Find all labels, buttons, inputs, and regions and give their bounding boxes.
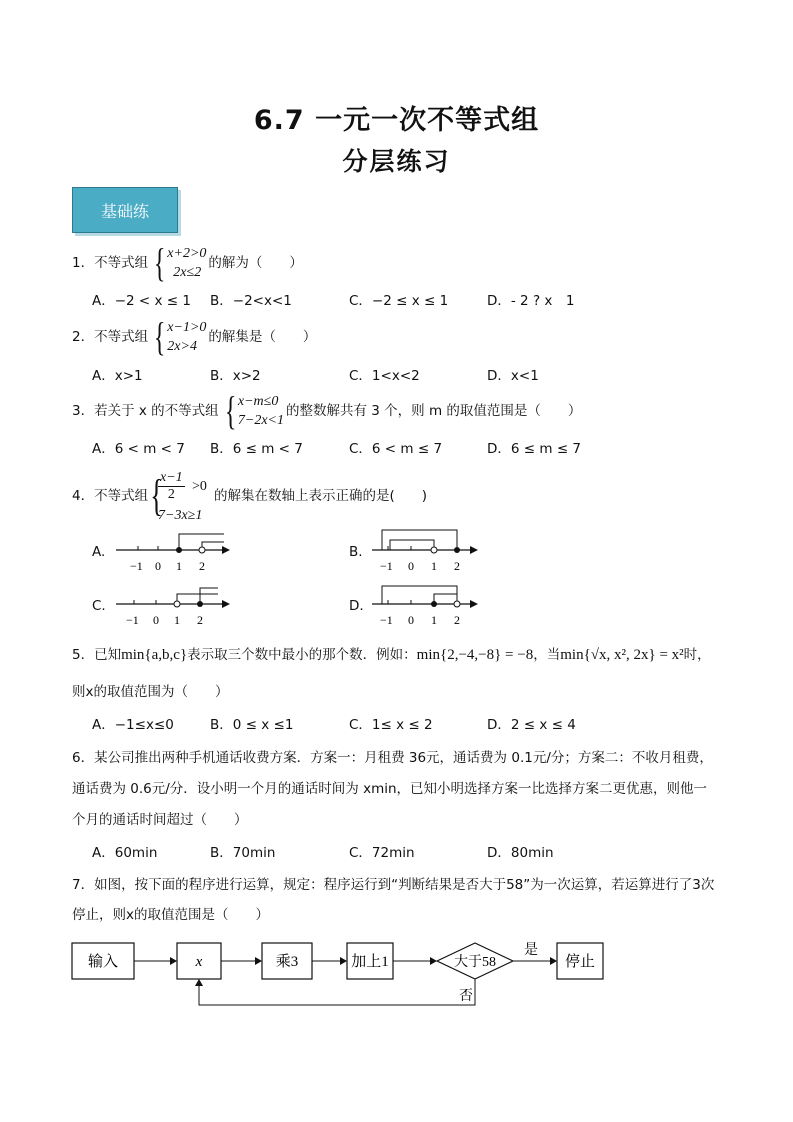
q4-numberline-c[interactable] [112,580,232,630]
tick-1: 1 [176,559,182,573]
q4-numberline-a[interactable] [112,526,232,576]
question-6-line-1: 6．某公司推出两种手机通话收费方案．方案一：月租费 36元，通话费为 0.1元/分；方案二：不收月租费， [72,750,713,766]
tick-1: 1 [431,613,437,627]
q5-option-b[interactable]: B．0 ≤ x ≤1 [210,717,294,733]
tick-neg1: −1 [130,559,143,573]
tick-2: 2 [454,613,460,627]
q3-suffix: 的整数解共有 3 个，则 m 的取值范围是（ ） [285,403,582,419]
q2-suffix: 的解集是（ ） [208,329,317,345]
q2-option-d[interactable]: D．x<1 [487,368,539,384]
q4-frac-den: 2 [167,487,175,502]
q4-frac-rel: >0 [192,479,207,494]
tick-1: 1 [431,559,437,573]
tick-neg1: −1 [380,559,393,573]
tick-1: 1 [174,613,180,627]
q4-option-a-label[interactable]: A. [92,544,106,560]
flow-no-label: 否 [459,989,473,1004]
tick-neg1: −1 [126,613,139,627]
q2-option-a[interactable]: A．x>1 [92,368,143,384]
q6-option-d[interactable]: D．80min [487,845,554,861]
flow-yes-label: 是 [524,943,538,958]
question-1 [72,240,303,285]
q6-option-b[interactable]: B．70min [210,845,276,861]
q3-system: { x−m≤0 7−2x<1 [224,388,284,433]
q1-option-c[interactable]: C．−2 ≤ x ≤ 1 [349,293,449,309]
q2-prefix: 2．不等式组 [72,329,149,345]
q5-text-a: 5．已知 [72,647,122,663]
q1-option-d[interactable]: D．- 2 ? x 1 [487,293,575,309]
q3-option-c[interactable]: C．6 < m ≤ 7 [349,441,443,457]
question-4 [72,470,428,526]
q4-numberline-d[interactable] [368,580,488,630]
tick-0: 0 [153,613,159,627]
flow-decision-label: 大于58 [454,955,496,970]
q1-eq1: x+2>0 [167,246,207,261]
q4-eq2: 7−3x≥1 [158,508,203,523]
q2-system: { x−1>0 2x>4 [153,314,207,359]
q3-eq1: x−m≤0 [237,394,279,409]
q6-option-a[interactable]: A．60min [92,845,158,861]
q5-text-b: 表示取三个数中最小的那个数．例如： [187,647,417,663]
q1-option-a[interactable]: A．−2 < x ≤ 1 [92,293,192,309]
tick-neg1: −1 [380,613,393,627]
question-7-line-2: 停止，则x的取值范围是（ ） [72,907,269,923]
q5-option-c[interactable]: C．1≤ x ≤ 2 [349,717,433,733]
q5-option-d[interactable]: D．2 ≤ x ≤ 4 [487,717,576,733]
q4-numberline-b[interactable] [368,526,488,576]
q4-option-d-label[interactable]: D. [349,598,364,614]
q1-suffix: 的解为（ ） [208,255,303,271]
q5-text-c: ，当 [533,647,561,663]
flow-add-label: 加上1 [351,954,389,970]
section-label: 基础练 [100,201,149,221]
q1-prefix: 1．不等式组 [72,255,149,271]
flow-mul-label: 乘3 [275,954,299,970]
q4-suffix: 的解集在数轴上表示正确的是( ) [214,488,428,504]
question-6-line-3: 个月的通话时间超过（ ） [72,812,248,828]
q4-frac-num: x−1 [160,470,183,485]
q2-option-c[interactable]: C．1<x<2 [349,368,420,384]
q4-prefix: 4．不等式组 [72,488,149,504]
flow-stop-label: 停止 [564,954,596,970]
tick-2: 2 [197,613,203,627]
question-3 [72,388,582,433]
question-7-line-1: 7．如图，按下面的程序进行运算，规定：程序运行到“判断结果是否大于58”为一次运算，若运算进行了3次 [72,877,715,893]
document-subtitle: 分层练习 [342,147,451,176]
q3-prefix: 3．若关于 x 的不等式组 [72,403,219,419]
question-6-line-2: 通话费为 0.6元/分．设小明一个月的通话时间为 xmin，已知小明选择方案一比选择方案二更优惠，则他一 [72,781,708,797]
q5-text-d: 时， [683,647,711,663]
q4-fraction [158,470,185,503]
q3-option-d[interactable]: D．6 ≤ m ≤ 7 [487,441,582,457]
tick-2: 2 [199,559,205,573]
q2-option-b[interactable]: B．x>2 [210,368,261,384]
q3-eq2: 7−2x<1 [237,413,284,428]
flow-x-label: x [195,954,203,970]
q5-def: min{a,b,c} [121,647,188,663]
question-2 [72,314,317,359]
tick-0: 0 [408,559,414,573]
tick-2: 2 [454,559,460,573]
document-title: 6.7 一元一次不等式组 [253,105,540,136]
tick-0: 0 [155,559,161,573]
q4-option-c-label[interactable]: C. [92,598,106,614]
section-badge [72,187,178,233]
q2-eq1: x−1>0 [167,320,207,335]
q1-system: { x+2>0 2x≤2 [153,240,207,285]
q5-option-a[interactable]: A．−1≤x≤0 [92,717,174,733]
q1-option-b[interactable]: B．−2<x<1 [210,293,292,309]
flow-input-label: 输入 [87,954,119,970]
q5-condition: min{√x, x², 2x} = x² [560,647,684,663]
q4-option-b-label[interactable]: B. [349,544,363,560]
question-5-line-2: 则x的取值范围为（ ） [72,684,229,700]
q5-example: min{2,−4,−8} = −8 [416,647,534,663]
q3-option-a[interactable]: A．6 < m < 7 [92,441,185,457]
q3-option-b[interactable]: B．6 ≤ m < 7 [210,441,303,457]
q7-flowchart [70,938,610,1010]
q1-eq2: 2x≤2 [173,265,202,280]
q6-option-c[interactable]: C．72min [349,845,415,861]
tick-0: 0 [408,613,414,627]
question-5-line-1 [72,646,711,664]
q2-eq2: 2x>4 [167,339,197,354]
q4-brace: { [150,471,163,520]
